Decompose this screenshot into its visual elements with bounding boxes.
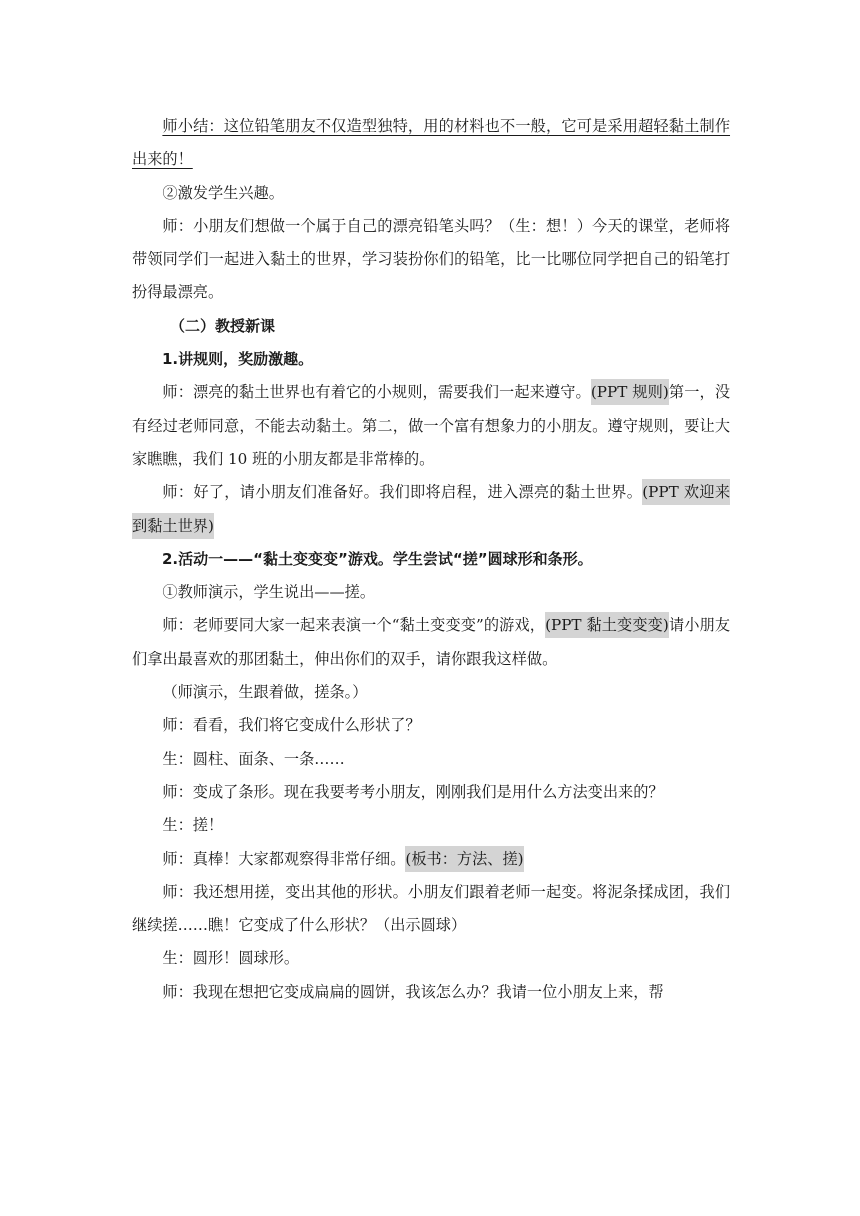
board-note-highlight: (板书：方法、搓) [405,846,523,872]
praise-line [132,843,730,876]
rules-text-before: 师：漂亮的黏土世界也有着它的小规则，需要我们一起来遵守。 [162,383,591,402]
ppt-rules-highlight: (PPT 规则) [591,379,669,405]
student-answer-2: 生：搓！ [162,816,224,835]
activity-heading: 2.活动一——“黏土变变变”游戏。学生尝试“搓”圆球形和条形。 [162,549,593,568]
document-page [132,110,730,1009]
action-note: （师演示，生跟着做，搓条。） [162,683,368,702]
summary-line-2: 黏土制作出来的！ [132,117,731,169]
student-answer-3: 生：圆形！圆球形。 [162,949,300,968]
ppt-welcome-highlight: (PPT 欢迎来到黏土世界) [132,479,730,538]
game-paragraph [132,609,730,676]
rules-paragraph [132,376,730,476]
demo-step: ①教师演示，学生说出——搓。 [162,583,376,602]
section-heading: （二）教授新课 [170,316,276,335]
ball-paragraph: 师：我还想用搓，变出其他的形状。小朋友们跟着老师一起变。将泥条揉成团，我们继续搓……瞧！它变成了什么形状？（出示圆球） [132,882,730,935]
ask-method-line: 师：变成了条形。现在我要考考小朋友，刚刚我们是用什么方法变出来的？ [162,782,664,801]
rules-heading: 1.讲规则，奖励激趣。 [162,350,314,369]
student-answer-1: 生：圆柱、面条、一条…… [162,749,345,768]
ready-text: 师：好了，请小朋友们准备好。我们即将启程，进入漂亮的黏土世界。 [162,483,643,502]
rules-text-after: 第一，没有经过老师同意，不能去动黏土。第二，做一个富有想象力的小朋友。遵守规则，要让大家瞧瞧，我们 10 班的小朋友都是非常棒的。 [132,383,731,468]
flatten-paragraph: 师：我现在想把它变成扁扁的圆饼，我该怎么办？我请一位小朋友上来，帮 [162,982,664,1001]
teacher-intro-paragraph: 师：小朋友们想做一个属于自己的漂亮铅笔头吗？（生：想！）今天的课堂，老师将带领同学们一起进入黏土的世界，学习装扮你们的铅笔，比一比哪位同学把自己的铅笔打扮得最漂亮。 [132,216,730,302]
interest-step: ②激发学生兴趣。 [162,183,284,202]
game-text-after: 请小朋友们拿出最喜欢的那团黏土，伸出你们的双手，请你跟我这样做。 [132,616,731,668]
ask-shape-line: 师：看看，我们将它变成什么形状了？ [162,716,421,735]
praise-text: 师：真棒！大家都观察得非常仔细。 [162,849,406,868]
game-text-before: 师：老师要同大家一起来表演一个“黏土变变变”的游戏， [162,616,546,635]
teacher-summary [132,110,730,177]
ppt-game-highlight: (PPT 黏土变变变) [545,612,669,638]
ready-paragraph [132,476,730,543]
summary-line-1: 师小结：这位铅笔朋友不仅造型独特，用的材料也不一般，它可是采用超轻 [162,117,669,135]
